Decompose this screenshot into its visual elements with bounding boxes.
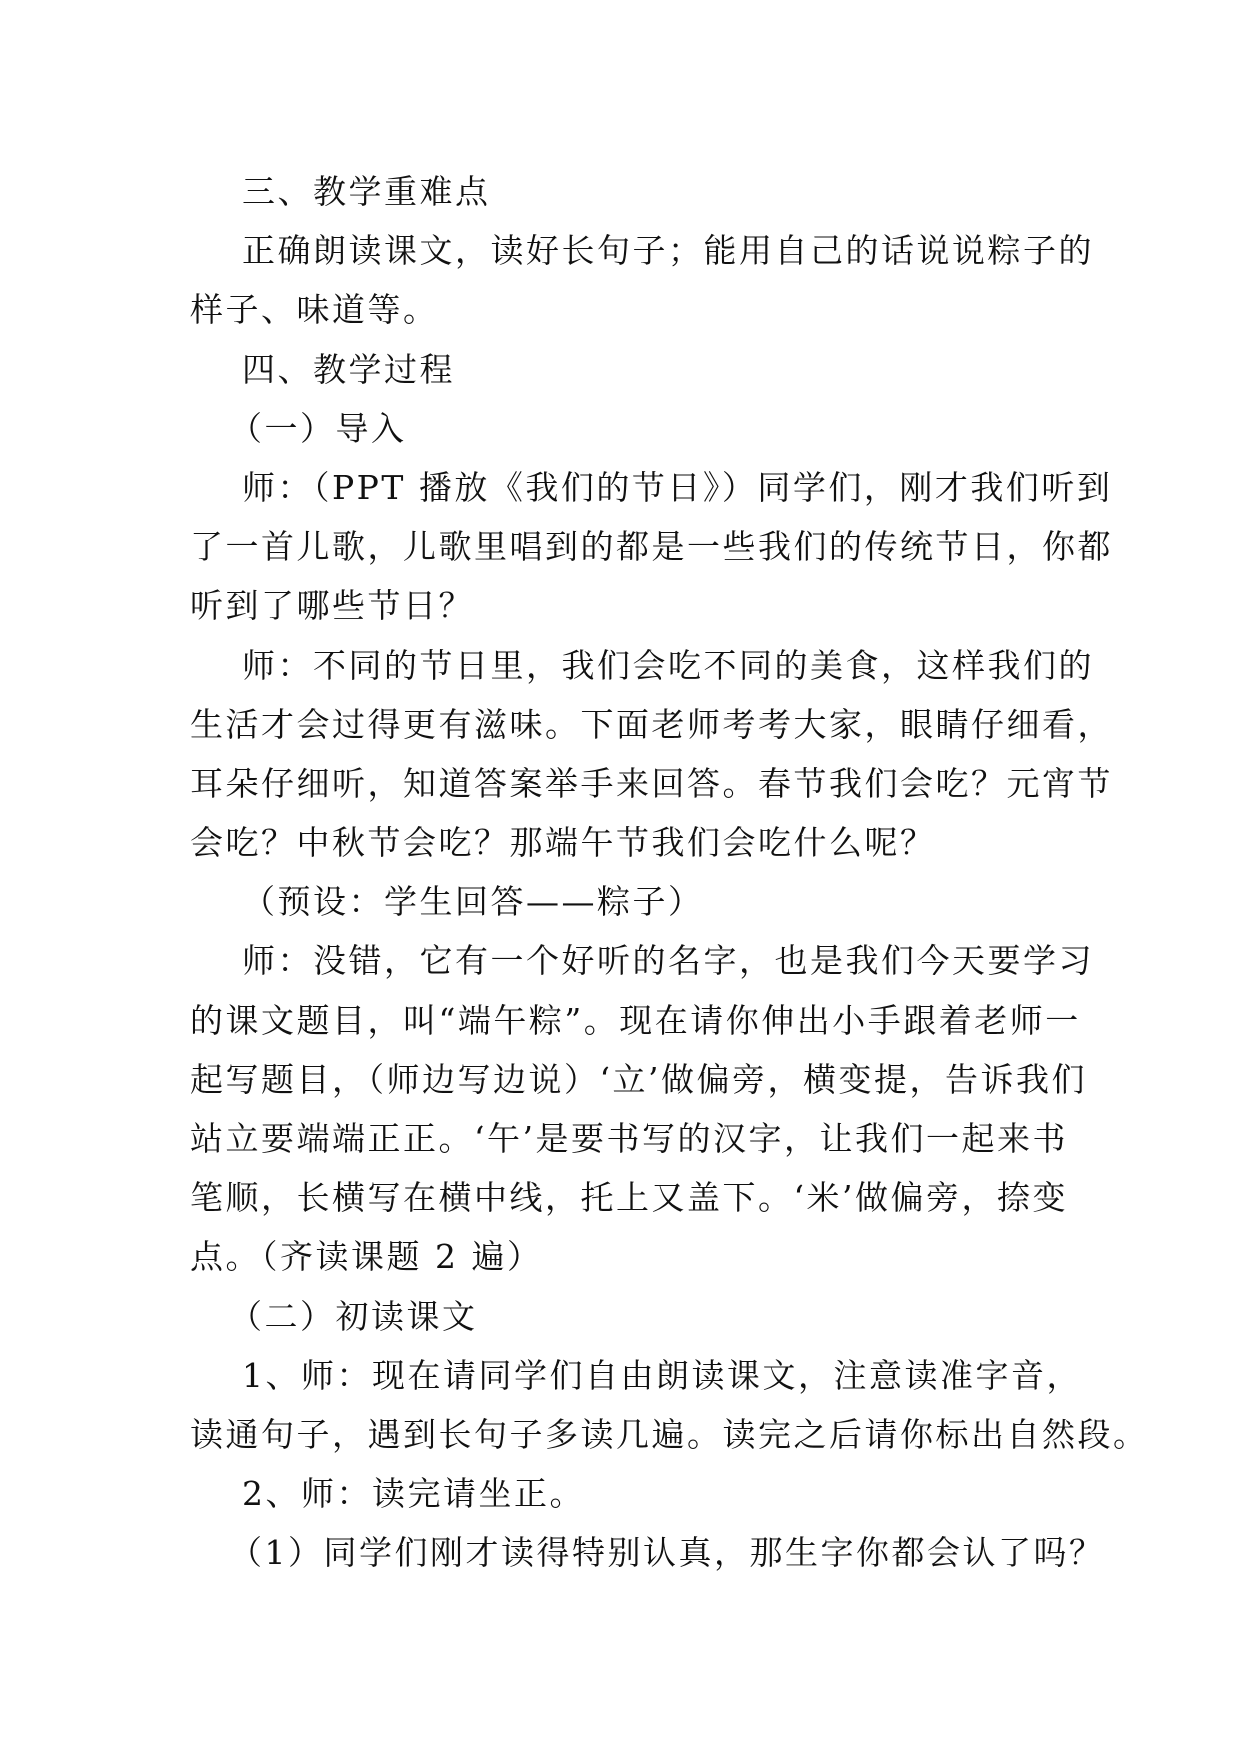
paragraph-line: 读通句子，遇到长句子多读几遍。读完之后请你标出自然段。 xyxy=(190,1414,1149,1454)
heading-section-4: 四、教学过程 xyxy=(190,349,455,389)
paragraph-line: 样子、味道等。 xyxy=(190,290,439,330)
paragraph-line: 生活才会过得更有滋味。下面老师考考大家，眼睛仔细看， xyxy=(190,704,1113,744)
paragraph-line: 会吃？中秋节会吃？那端午节我们会吃什么呢？ xyxy=(190,823,936,863)
paragraph-line: 师：不同的节日里，我们会吃不同的美食，这样我们的 xyxy=(190,645,1094,685)
paragraph-line: 笔顺，长横写在横中线，托上又盖下。‘米’做偏旁，捺变 xyxy=(190,1178,1068,1218)
document-body xyxy=(190,162,1149,1583)
paragraph-line: 师：没错，它有一个好听的名字，也是我们今天要学习 xyxy=(190,941,1094,981)
paragraph-line: 站立要端端正正。‘午’是要书写的汉字，让我们一起来书 xyxy=(190,1119,1068,1158)
paragraph-line: 了一首儿歌，儿歌里唱到的都是一些我们的传统节日，你都 xyxy=(190,527,1113,567)
paragraph-line: （预设：学生回答——粽子） xyxy=(190,882,704,922)
paragraph-line: 起写题目，（师边写边说）‘立’做偏旁，横变提，告诉我们 xyxy=(190,1059,1087,1099)
paragraph-line: 点。（齐读课题 2 遍） xyxy=(190,1237,543,1277)
paragraph-line: 师：（PPT 播放《我们的节日》）同学们，刚才我们听到 xyxy=(190,467,1113,507)
paragraph-line: 耳朵仔细听，知道答案举手来回答。春节我们会吃？元宵节 xyxy=(190,763,1113,803)
paragraph-line: 的课文题目，叫“端午粽”。现在请你伸出小手跟着老师一 xyxy=(190,1000,1081,1040)
paragraph-line: 听到了哪些节日？ xyxy=(190,586,474,626)
paragraph-line: 1、师：现在请同学们自由朗读课文，注意读准字音， xyxy=(190,1355,1082,1395)
subheading-first-reading: （二）初读课文 xyxy=(190,1296,478,1336)
paragraph-line: 2、师：读完请坐正。 xyxy=(190,1474,585,1514)
paragraph-line: 正确朗读课文，读好长句子；能用自己的话说说粽子的 xyxy=(190,231,1094,271)
paragraph-line: （1）同学们刚才读得特别认真，那生字你都会认了吗？ xyxy=(190,1533,1105,1573)
subheading-intro: （一）导入 xyxy=(190,408,407,448)
heading-section-3: 三、教学重难点 xyxy=(190,172,491,211)
